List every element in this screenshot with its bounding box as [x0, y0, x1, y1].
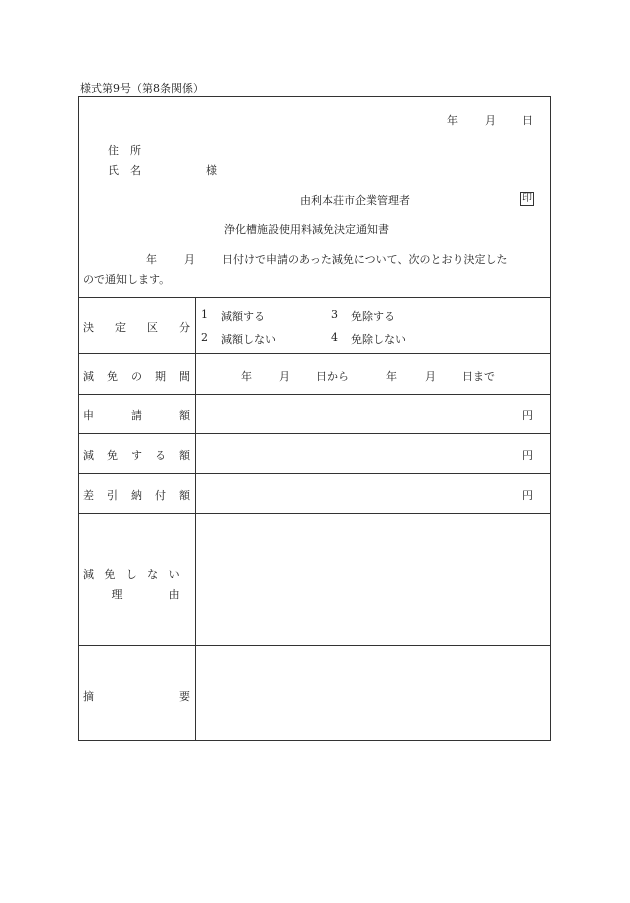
name-label: 氏 名: [108, 164, 141, 177]
body-year: 年: [146, 253, 157, 266]
body-line1: 日付けで申請のあった減免について、次のとおり決定した: [222, 253, 508, 266]
column-divider: [195, 297, 196, 741]
remarks-label: 摘 要: [83, 690, 190, 703]
option-number: 1: [201, 308, 208, 321]
option-exempt: 免除する: [351, 310, 395, 323]
honorific: 様: [206, 164, 217, 177]
option-no-reduce: 減額しない: [221, 333, 276, 346]
divider: [78, 513, 551, 514]
date-year: 年: [447, 114, 458, 127]
period-to-month: 月: [425, 370, 436, 383]
seal-mark: 印: [522, 193, 532, 204]
applied-amount-label: 申 請 額: [83, 409, 190, 422]
period-from-month: 月: [279, 370, 290, 383]
notice-title: 浄化槽施設使用料減免決定通知書: [224, 223, 389, 236]
form-number: 様式第9号（第8条関係）: [80, 82, 204, 95]
applied-amount-unit: 円: [522, 409, 533, 422]
net-payment-label: 差 引 納 付 額: [83, 489, 190, 502]
date-day: 日: [522, 114, 533, 127]
period-from-year: 年: [241, 370, 252, 383]
body-month: 月: [184, 253, 195, 266]
option-number: 4: [331, 331, 338, 344]
address-label: 住 所: [108, 144, 141, 157]
period-label: 減 免 の 期 間: [83, 370, 190, 383]
divider: [78, 645, 551, 646]
issuer-name: 由利本荘市企業管理者: [300, 194, 410, 207]
option-number: 2: [201, 331, 208, 344]
divider: [78, 433, 551, 434]
option-number: 3: [331, 308, 338, 321]
divider: [78, 394, 551, 395]
no-reduction-reason-label: 減 免 し な い 理 由: [83, 568, 180, 601]
divider: [78, 353, 551, 354]
decision-label: 決 定 区 分: [83, 321, 190, 334]
date-month: 月: [485, 114, 496, 127]
divider: [78, 473, 551, 474]
option-no-exempt: 免除しない: [351, 333, 406, 346]
net-payment-unit: 円: [522, 489, 533, 502]
period-from-day: 日から: [316, 370, 349, 383]
period-to-day: 日まで: [462, 370, 495, 383]
reduction-amount-unit: 円: [522, 449, 533, 462]
body-line2: ので通知します。: [83, 273, 171, 286]
reduction-amount-label: 減 免 す る 額: [83, 449, 190, 462]
option-reduce: 減額する: [221, 310, 265, 323]
period-to-year: 年: [386, 370, 397, 383]
divider: [78, 297, 551, 298]
